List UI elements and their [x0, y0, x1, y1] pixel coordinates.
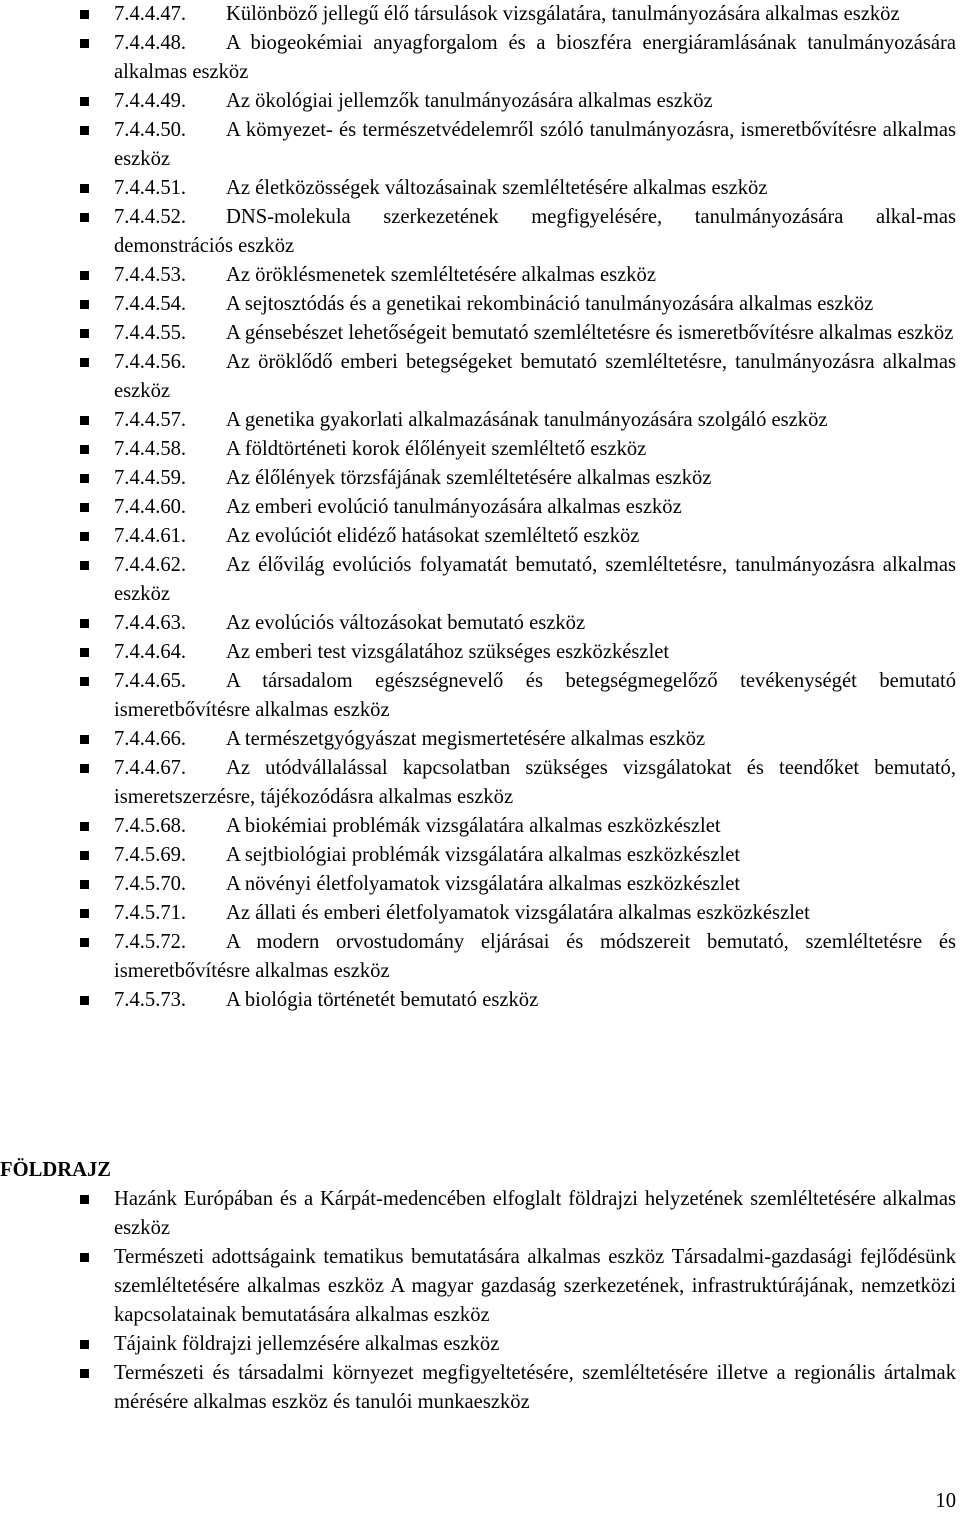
list-item [0, 435, 960, 464]
item-text: A földtörténeti korok élőlényeit szemléltető eszköz [226, 438, 647, 460]
list-item [0, 319, 960, 348]
item-text: Az öröklésmenetek szemléltetésére alkalmas eszköz [226, 264, 656, 286]
item-number: 7.4.4.53. [114, 264, 187, 286]
item-number: 7.4.5.70. [114, 873, 187, 895]
item-text: A kömyezet- és természetvédelemről szóló tanulmányozásra, ismeretbővítésre alkalmas eszköz [114, 119, 956, 170]
item-number: 7.4.4.67. [114, 757, 187, 779]
item-text: A természetgyógyászat megismertetésére alkalmas eszköz [226, 728, 706, 750]
item-text: Az állati és emberi életfolyamatok vizsgálatára alkalmas eszközkészlet [226, 902, 810, 924]
item-text: A genetika gyakorlati alkalmazásának tanulmányozására szolgáló eszköz [226, 409, 828, 431]
list-item [0, 1185, 960, 1243]
list-item [0, 725, 960, 754]
list-item [0, 551, 960, 609]
item-number: 7.4.5.72. [114, 931, 187, 953]
item-text: Természeti és társadalmi környezet megfigyeltetésére, szemléltetésére illetve a regionális ártalmak mérésére alkalmas eszköz és tanulói munkaeszköz [114, 1362, 956, 1413]
item-text: Tájaink földrajzi jellemzésére alkalmas eszköz [114, 1333, 500, 1355]
item-text: A modern orvostudomány eljárásai és módszereit bemutató, szemléltetésre és ismeretbővítésre alkalmas eszköz [114, 931, 956, 982]
list-item [0, 29, 960, 87]
item-text: A biokémiai problémák vizsgálatára alkalmas eszközkészlet [226, 815, 721, 837]
item-text: A társadalom egészségnevelő és betegségmegelőző tevékenységét bemutató ismeretbővítésre alkalmas eszköz [114, 670, 956, 721]
item-number: 7.4.4.49. [114, 90, 187, 112]
list-item [0, 812, 960, 841]
list-item [0, 609, 960, 638]
list-item [0, 1359, 960, 1417]
item-text: A sejtosztódás és a genetikai rekombináció tanulmányozására alkalmas eszköz [226, 293, 874, 315]
list-item [0, 928, 960, 986]
item-text: Az élőlények törzsfájának szemléltetésére alkalmas eszköz [226, 467, 712, 489]
item-number: 7.4.4.63. [114, 612, 187, 634]
item-number: 7.4.5.68. [114, 815, 187, 837]
list-item [0, 667, 960, 725]
list-item [0, 899, 960, 928]
item-text: A biogeokémiai anyagforgalom és a bioszféra energiáramlásának tanulmányozására alkalmas eszköz [114, 32, 956, 83]
item-number: 7.4.4.52. [114, 206, 187, 228]
list-item [0, 493, 960, 522]
item-text: Az utódvállalással kapcsolatban szükséges vizsgálatokat és teendőket bemutató, ismeretszerzésre, tájékozódásra alkalmas eszköz [114, 757, 956, 808]
item-text: Hazánk Európában és a Kárpát-medencében elfoglalt földrajzi helyzetének szemléltetésére alkalmas eszköz [114, 1188, 956, 1239]
item-text: Természeti adottságaink tematikus bemutatására alkalmas eszköz Társadalmi-gazdasági fejlődésünk szemléltetésére alkalmas eszköz A magyar gazdaság szerkezetének, infrastruktúrájának, nemzetközi kapcsolatainak bemutatására alkalmas eszköz [114, 1246, 956, 1326]
list-item [0, 638, 960, 667]
item-number: 7.4.5.71. [114, 902, 187, 924]
list-item [0, 116, 960, 174]
item-text: A biológia történetét bemutató eszköz [226, 989, 539, 1011]
list-item [0, 1330, 960, 1359]
item-number: 7.4.4.66. [114, 728, 187, 750]
item-number: 7.4.5.69. [114, 844, 187, 866]
list-item [0, 290, 960, 319]
list-item [0, 986, 960, 1015]
item-text: Az öröklődő emberi betegségeket bemutató szemléltetésre, tanulmányozásra alkalmas eszköz [114, 351, 956, 402]
item-number: 7.4.4.62. [114, 554, 187, 576]
list-item [0, 348, 960, 406]
list-item [0, 0, 960, 29]
item-number: 7.4.4.54. [114, 293, 187, 315]
item-text: Az élővilág evolúciós folyamatát bemutató, szemléltetésre, tanulmányozásra alkalmas eszköz [114, 554, 956, 605]
list-item [0, 203, 960, 261]
list-item [0, 87, 960, 116]
item-text: Az emberi test vizsgálatához szükséges eszközkészlet [226, 641, 670, 663]
item-text: A génsebészet lehetőségeit bemutató szemléltetésre és ismeretbővítésre alkalmas eszköz [226, 322, 954, 344]
item-number: 7.4.4.61. [114, 525, 187, 547]
item-number: 7.4.4.47. [114, 3, 187, 25]
item-number: 7.4.5.73. [114, 989, 187, 1011]
item-number: 7.4.4.57. [114, 409, 187, 431]
item-number: 7.4.4.58. [114, 438, 187, 460]
item-number: 7.4.4.65. [114, 670, 187, 692]
page-number: 10 [935, 1490, 956, 1512]
item-number: 7.4.4.50. [114, 119, 187, 141]
section-heading-geography: FÖLDRAJZ [0, 1159, 111, 1181]
item-text: Különböző jellegű élő társulások vizsgálatára, tanulmányozására alkalmas eszköz [226, 3, 900, 25]
list-item [0, 174, 960, 203]
item-number: 7.4.4.51. [114, 177, 187, 199]
list-item [0, 754, 960, 812]
item-number: 7.4.4.48. [114, 32, 187, 54]
list-item [0, 261, 960, 290]
item-number: 7.4.4.55. [114, 322, 187, 344]
item-text: Az emberi evolúció tanulmányozására alkalmas eszköz [226, 496, 682, 518]
item-text: DNS-molekula szerkezetének megfigyelésére, tanulmányozására alkal-mas demonstrációs eszköz [114, 206, 956, 257]
list-item [0, 464, 960, 493]
item-number: 7.4.4.59. [114, 467, 187, 489]
list-item [0, 1243, 960, 1330]
item-text: Az evolúciót elidéző hatásokat szemléltető eszköz [226, 525, 640, 547]
item-text: A növényi életfolyamatok vizsgálatára alkalmas eszközkészlet [226, 873, 741, 895]
item-text: Az ökológiai jellemzők tanulmányozására alkalmas eszköz [226, 90, 713, 112]
list-item [0, 841, 960, 870]
item-number: 7.4.4.60. [114, 496, 187, 518]
list-item [0, 406, 960, 435]
item-number: 7.4.4.64. [114, 641, 187, 663]
item-number: 7.4.4.56. [114, 351, 187, 373]
geography-equipment-list [0, 1185, 960, 1417]
list-item [0, 870, 960, 899]
item-text: Az evolúciós változásokat bemutató eszköz [226, 612, 586, 634]
item-text: A sejtbiológiai problémák vizsgálatára alkalmas eszközkészlet [226, 844, 741, 866]
list-item [0, 522, 960, 551]
item-text: Az életközösségek változásainak szemléltetésére alkalmas eszköz [226, 177, 768, 199]
